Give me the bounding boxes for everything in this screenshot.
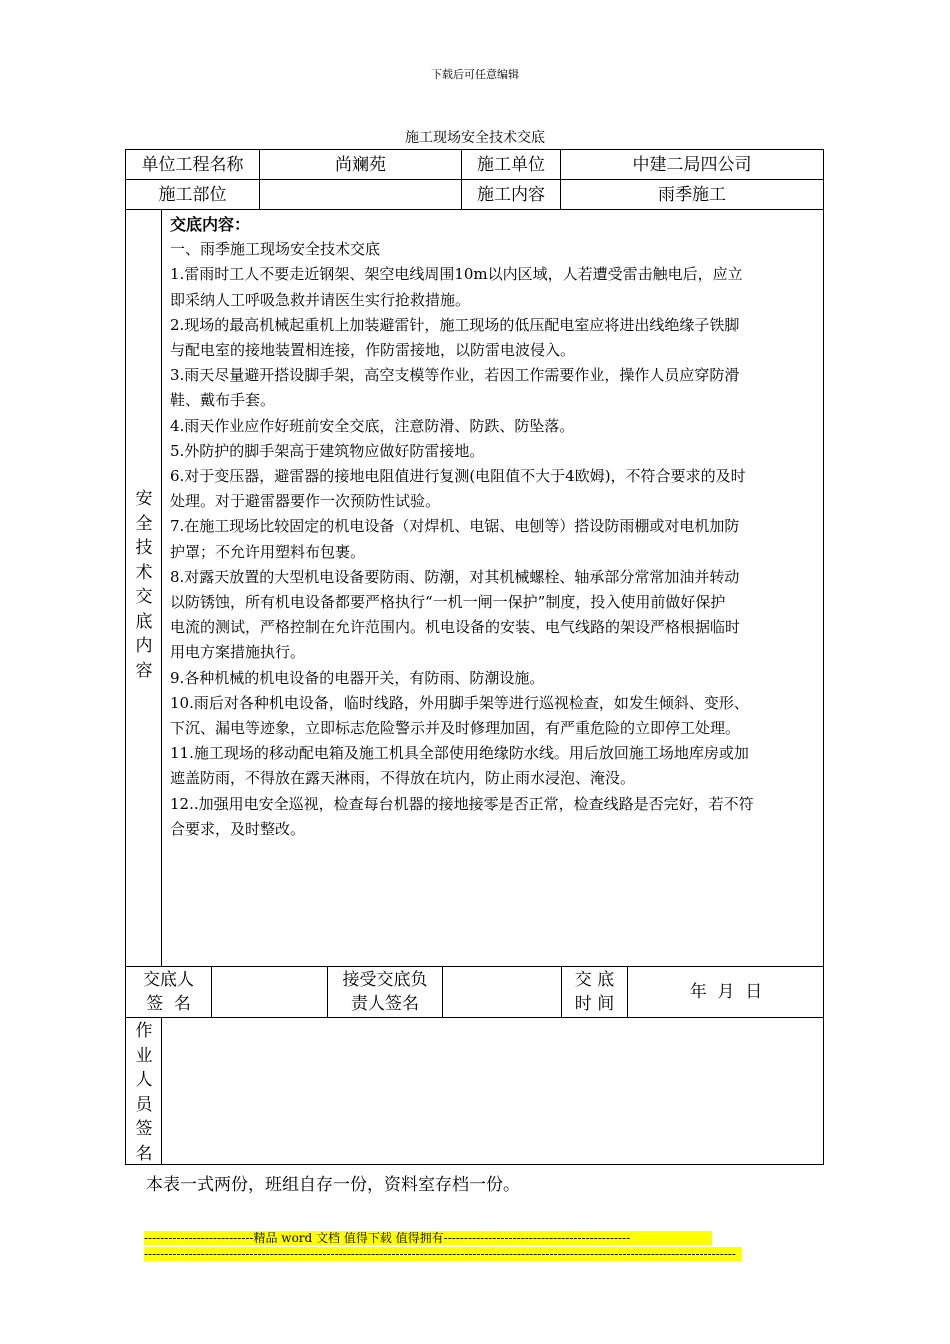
side-label-char: 交 bbox=[135, 587, 153, 607]
header-note: 下载后可任意编辑 bbox=[431, 68, 519, 81]
worker-signature-side-label bbox=[132, 1019, 156, 1166]
side-label-char: 内 bbox=[135, 636, 153, 656]
content-line: 鞋、戴布手套。 bbox=[170, 391, 276, 410]
content-heading: 交底内容： bbox=[170, 215, 251, 234]
side-label-char: 员 bbox=[135, 1094, 153, 1115]
content-line: 处理。对于避雷器要作一次预防性试验。 bbox=[170, 492, 441, 511]
content-line: 合要求，及时整改。 bbox=[170, 819, 306, 838]
side-label-char: 签 bbox=[135, 1119, 153, 1139]
disclosure-time-label bbox=[562, 967, 627, 1017]
content-line: 以防锈蚀，所有机电设备都要严格执行“一机一闸一保护”制度，投入使用前做好保护 bbox=[170, 593, 726, 612]
content-line: 12..加强用电安全巡视，检查每台机器的接地接零是否正常，检查线路是否完好，若不符 bbox=[170, 794, 754, 813]
side-label-char: 术 bbox=[135, 562, 153, 583]
project-name-value: 尚斓苑 bbox=[335, 154, 386, 175]
discloser-label-line: 签 名 bbox=[146, 994, 191, 1014]
receiver-signature-field[interactable] bbox=[443, 967, 561, 1017]
construction-unit-label: 施工单位 bbox=[477, 154, 545, 175]
content-line: 11.施工现场的移动配电箱及施工机具全部使用绝缘防水线。用后放回施工场地库房或加 bbox=[170, 744, 749, 763]
time-label-line: 交 底 bbox=[574, 970, 615, 990]
content-line: 2.现场的最高机械起重机上加装避雷针，施工现场的低压配电室应将进出线绝缘子铁脚 bbox=[170, 315, 740, 334]
document-title: 施工现场安全技术交底 bbox=[405, 130, 545, 146]
construction-content-label: 施工内容 bbox=[477, 184, 545, 205]
watermark-line: -------------------------------------------------------------------------------------------------------------------------------------------------- bbox=[144, 1247, 742, 1261]
content-line: 下沉、漏电等迹象，立即标志危险警示并及时修理加固，有严重危险的立即停工处理。 bbox=[170, 719, 741, 738]
content-line: 遮盖防雨，不得放在露天淋雨，不得放在坑内，防止雨水浸泡、淹没。 bbox=[170, 769, 636, 788]
content-line: 1.雷雨时工人不要走近钢架、架空电线周围10m以内区域，人若遭受雷击触电后，应立 bbox=[170, 265, 743, 284]
side-label-char: 容 bbox=[135, 660, 153, 681]
side-label-char: 安 bbox=[135, 489, 153, 509]
column-divider bbox=[161, 209, 162, 966]
construction-part-value bbox=[260, 180, 461, 209]
worker-signature-area[interactable] bbox=[162, 1018, 823, 1164]
construction-content-value: 雨季施工 bbox=[658, 184, 726, 205]
content-line: 4.雨天作业应作好班前安全交底，注意防滑、防跌、防坠落。 bbox=[170, 416, 575, 435]
disclosure-date-field[interactable]: 年 月 日 bbox=[689, 982, 763, 1002]
receiver-label-line: 责人签名 bbox=[351, 994, 419, 1014]
content-line: 9.各种机械的机电设备的电器开关，有防雨、防潮设施。 bbox=[170, 668, 545, 687]
construction-part-label: 施工部位 bbox=[158, 184, 227, 205]
discloser-signature-label bbox=[126, 967, 211, 1017]
content-line: 8.对露天放置的大型机电设备要防雨、防潮，对其机械螺栓、轴承部分常常加油并转动 bbox=[170, 567, 740, 586]
safety-disclosure-side-label bbox=[132, 487, 156, 683]
footer-note: 本表一式两份，班组自存一份，资料室存档一份。 bbox=[146, 1175, 520, 1195]
content-line: 与配电室的接地装置相连接，作防雷接地，以防雷电波侵入。 bbox=[170, 341, 576, 360]
content-line: 用电方案措施执行。 bbox=[170, 643, 306, 662]
receiver-signature-label bbox=[328, 967, 442, 1017]
content-line: 5.外防护的脚手架高于建筑物应做好防雷接地。 bbox=[170, 441, 485, 460]
side-label-char: 作 bbox=[135, 1021, 153, 1041]
side-label-char: 人 bbox=[135, 1070, 153, 1090]
project-name-label: 单位工程名称 bbox=[141, 154, 244, 175]
discloser-signature-field[interactable] bbox=[212, 967, 327, 1017]
side-label-char: 技 bbox=[135, 538, 153, 558]
row-divider bbox=[125, 209, 824, 210]
content-line: 电流的测试，严格控制在允许范围内。机电设备的安装、电气线路的架设严格根据临时 bbox=[170, 618, 741, 637]
content-line: 3.雨天尽量避开搭设脚手架，高空支模等作业，若因工作需要作业，操作人员应穿防滑 bbox=[170, 366, 740, 385]
construction-unit-value: 中建二局四公司 bbox=[632, 154, 752, 175]
disclosure-content bbox=[170, 212, 816, 842]
content-line: 7.在施工现场比较固定的机电设备（对焊机、电锯、电刨等）搭设防雨棚或对电机加防 bbox=[170, 517, 740, 536]
side-label-char: 名 bbox=[135, 1143, 153, 1164]
content-line: 6.对于变压器，避雷器的接地电阻值进行复测(电阻值不大于4欧姆)，不符合要求的及时 bbox=[170, 467, 746, 486]
watermark-line: ---------------------------精品 word 文档 值得下载 值得拥有---------------------------------------------- bbox=[144, 1231, 712, 1245]
content-subheading: 一、雨季施工现场安全技术交底 bbox=[170, 240, 381, 259]
discloser-label-line: 交底人 bbox=[143, 970, 194, 990]
content-line: 护罩；不允许用塑料布包裹。 bbox=[170, 542, 366, 561]
content-line: 10.雨后对各种机电设备，临时线路，外用脚手架等进行巡视检查，如发生倾斜、变形、 bbox=[170, 693, 749, 712]
side-label-char: 业 bbox=[135, 1045, 153, 1066]
side-label-char: 全 bbox=[135, 513, 153, 534]
receiver-label-line: 接受交底负 bbox=[342, 970, 428, 990]
time-label-line: 时 间 bbox=[574, 994, 615, 1014]
side-label-char: 底 bbox=[135, 611, 153, 632]
content-line: 即采纳人工呼吸急救并请医生实行抢救措施。 bbox=[170, 290, 471, 309]
